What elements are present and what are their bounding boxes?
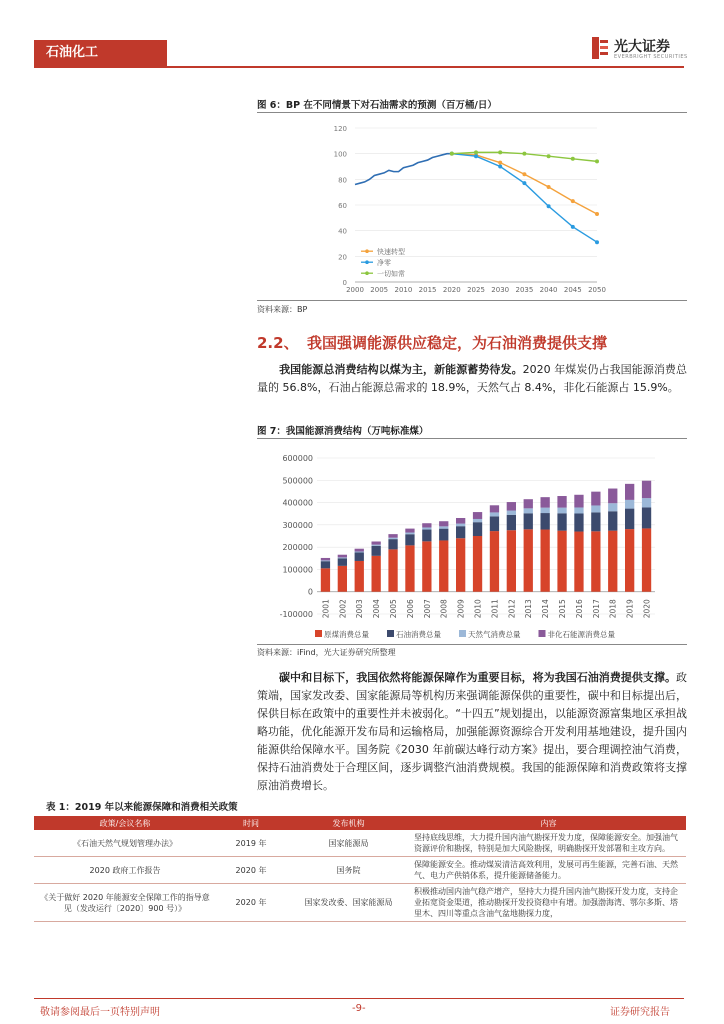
bar-segment (473, 519, 482, 522)
data-point (522, 152, 526, 156)
data-point (522, 172, 526, 176)
bar-segment (625, 529, 634, 592)
data-point (595, 240, 599, 244)
bar-segment (372, 546, 381, 556)
x-tick-label: 2010 (473, 599, 483, 619)
history-line (355, 154, 452, 185)
bar-segment (338, 566, 347, 592)
figure7-bar-chart (257, 442, 687, 642)
y-tick-label: 0 (342, 279, 347, 287)
data-point (522, 181, 526, 185)
y-tick-label: 120 (333, 125, 347, 133)
bar-segment (625, 484, 634, 500)
bar-segment (490, 516, 499, 531)
bar-segment (625, 509, 634, 530)
bar-segment (422, 541, 431, 591)
y-tick-label: 40 (338, 227, 347, 236)
y-tick-label: 600000 (282, 454, 313, 463)
bar-segment (574, 513, 583, 531)
bar-segment (541, 508, 550, 513)
bar-segment (507, 502, 516, 510)
bar-segment (439, 529, 448, 541)
footer-rule (34, 998, 684, 999)
bar-segment (338, 557, 347, 558)
y-tick-label: 200000 (282, 543, 313, 553)
bar-segment (422, 527, 431, 529)
bar-segment (490, 505, 499, 512)
bar-segment (541, 530, 550, 592)
bar-segment (541, 497, 550, 507)
table-row (34, 884, 686, 922)
data-point (571, 199, 575, 203)
figure7-title: 图 7：我国能源消费结构（万吨标准煤） (257, 426, 429, 437)
table-header-cell: 内容 (411, 816, 686, 830)
bar-segment (321, 558, 330, 560)
x-tick-label: 2035 (515, 286, 534, 294)
y-tick-label: 300000 (282, 520, 313, 530)
policy-org: 国家能源局 (286, 830, 411, 857)
bar-segment (642, 481, 651, 498)
bar-segment (507, 530, 516, 592)
bar-segment (355, 549, 364, 552)
legend-label: 快速转型 (377, 248, 405, 257)
x-tick-label: 2045 (563, 286, 582, 294)
table-row (34, 830, 686, 857)
bar-segment (405, 545, 414, 591)
x-tick-label: 2000 (346, 286, 364, 294)
x-tick-label: 2015 (558, 599, 568, 619)
brand-logo (590, 34, 690, 64)
x-tick-label: 2013 (524, 599, 534, 619)
legend-marker (365, 260, 369, 264)
x-tick-label: 2050 (588, 286, 606, 294)
bar-segment (321, 568, 330, 591)
y-tick-label: -100000 (279, 610, 313, 619)
bar-segment (372, 542, 381, 545)
bar-segment (557, 513, 566, 530)
y-tick-label: 20 (338, 253, 347, 262)
bar-segment (422, 530, 431, 542)
paragraph-lead: 我国能源总消费结构以煤为主，新能源蓄势待发。 (279, 363, 523, 376)
page-number: -9- (352, 1003, 366, 1014)
x-tick-label: 2020 (442, 286, 461, 294)
y-tick-label: 100000 (282, 565, 313, 575)
data-point (498, 165, 502, 169)
bar-segment (625, 500, 634, 509)
bar-segment (439, 540, 448, 591)
y-tick-label: 80 (338, 176, 347, 185)
table-header-cell: 时间 (216, 816, 286, 830)
bar-segment (321, 561, 330, 568)
data-point (450, 152, 454, 156)
policy-content: 积极推动国内油气稳产增产，坚持大力提升国内油气勘探开发力度，支持企业拓宽资金渠道，推动勘探开发投资稳中有增。加强渤海湾、鄂尔多斯、塔里木、四川等重点含油气盆地勘探力度， (411, 884, 686, 922)
bar-segment (608, 511, 617, 530)
bar-segment (524, 513, 533, 529)
x-tick-label: 2014 (541, 599, 551, 619)
x-tick-label: 2005 (389, 599, 399, 619)
table-header-row (34, 816, 686, 830)
bar-segment (608, 489, 617, 504)
table-header-cell: 发布机构 (286, 816, 411, 830)
figure6-line-chart (257, 114, 687, 298)
figure7-source: 资料来源：iFind，光大证券研究所整理 (257, 648, 396, 657)
bar-segment (591, 531, 600, 591)
y-tick-label: 400000 (282, 498, 313, 508)
figure7-top-rule (257, 438, 687, 439)
brand-name-en: EVERBRIGHT SECURITIES (614, 54, 688, 60)
bar-segment (490, 531, 499, 592)
legend-swatch (459, 630, 466, 637)
x-tick-label: 2030 (491, 286, 510, 294)
bar-segment (439, 521, 448, 526)
series-line (452, 154, 597, 243)
data-point (571, 225, 575, 229)
bar-segment (473, 512, 482, 519)
bar-segment (388, 538, 397, 539)
data-point (547, 154, 551, 158)
table-title: 表 1：2019 年以来能源保障和消费相关政策 (46, 802, 238, 813)
bar-segment (473, 536, 482, 592)
figure6-source: 资料来源：BP (257, 305, 308, 314)
policy-name: 《关于做好 2020 年能源安全保障工作的指导意见（发改运行〔2020〕900 号）》 (34, 884, 216, 922)
bar-segment (574, 507, 583, 513)
bar-segment (524, 529, 533, 591)
data-point (571, 157, 575, 161)
table-row (34, 857, 686, 884)
bar-segment (490, 512, 499, 516)
bar-segment (439, 526, 448, 528)
bar-segment (591, 505, 600, 512)
bar-segment (557, 531, 566, 592)
bar-segment (456, 538, 465, 591)
bar-segment (642, 507, 651, 528)
bar-segment (355, 552, 364, 560)
policy-content: 保障能源安全。推动煤炭清洁高效利用，发展可再生能源，完善石油、天然气、电力产供销体系，提升能源储备能力。 (411, 857, 686, 884)
data-point (547, 204, 551, 208)
policy-org: 国家发改委、国家能源局 (286, 884, 411, 922)
data-point (595, 159, 599, 163)
policy-content: 坚持底线思维，大力提升国内油气勘探开发力度，保障能源安全。加强油气资源评价和勘探，特别是加大风险勘探，明确勘探开发部署和主攻方向。 (411, 830, 686, 857)
x-tick-label: 2009 (456, 599, 466, 619)
bar-segment (473, 522, 482, 536)
bar-segment (524, 499, 533, 508)
x-tick-label: 2016 (574, 599, 584, 619)
data-point (474, 154, 478, 158)
bar-segment (642, 528, 651, 591)
legend-label: 一切如常 (377, 270, 405, 279)
brand-name: 光大证券 (614, 39, 670, 55)
x-tick-label: 2001 (321, 599, 331, 619)
x-tick-label: 2025 (467, 286, 485, 294)
legend-marker (365, 271, 369, 275)
bar-segment (388, 539, 397, 549)
x-tick-label: 2008 (439, 599, 449, 619)
bar-segment (456, 526, 465, 538)
x-tick-label: 2005 (370, 286, 389, 294)
paragraph-body: 2020 年煤炭仍占我国能源消费总量的 56.8%，石油占能源总需求的 18.9%，天然气占 8.4%，非化石能源占 15.9%。 (257, 363, 688, 394)
legend-label: 净零 (377, 259, 391, 268)
x-tick-label: 2011 (490, 599, 500, 619)
header-rule (34, 66, 684, 68)
legend-marker (365, 249, 369, 253)
legend-swatch (539, 630, 546, 637)
bar-segment (591, 492, 600, 506)
data-point (595, 212, 599, 216)
policy-time: 2020 年 (216, 857, 286, 884)
y-tick-label: 100 (333, 150, 347, 159)
policy-name: 2020 政府工作报告 (34, 857, 216, 884)
x-tick-label: 2020 (642, 599, 652, 619)
x-tick-label: 2007 (422, 599, 432, 619)
policy-org: 国务院 (286, 857, 411, 884)
bar-segment (456, 518, 465, 524)
bar-segment (608, 531, 617, 592)
y-tick-label: 0 (307, 587, 313, 597)
data-point (474, 150, 478, 154)
figure6-top-rule (257, 112, 687, 113)
bar-segment (405, 529, 414, 533)
x-tick-label: 2006 (405, 599, 415, 619)
bar-segment (355, 551, 364, 552)
section-tag: 石油化工 (34, 40, 167, 66)
policy-time: 2020 年 (216, 884, 286, 922)
bar-segment (405, 534, 414, 545)
bar-segment (557, 496, 566, 508)
bar-segment (574, 532, 583, 592)
x-tick-label: 2015 (418, 286, 437, 294)
x-tick-label: 2002 (338, 599, 348, 619)
bar-segment (557, 508, 566, 514)
x-tick-label: 2018 (608, 599, 618, 619)
bar-segment (608, 503, 617, 511)
x-tick-label: 2040 (539, 286, 558, 294)
footer-disclaimer: 敬请参阅最后一页特别声明 (40, 1007, 160, 1018)
bar-segment (372, 545, 381, 546)
x-tick-label: 2004 (372, 599, 382, 619)
bar-segment (388, 534, 397, 538)
section-heading (257, 332, 607, 353)
figure6-title: 图 6：BP 在不同情景下对石油需求的预测（百万桶/日） (257, 100, 497, 111)
legend-swatch (315, 630, 322, 637)
x-tick-label: 2012 (507, 599, 517, 619)
bar-segment (591, 512, 600, 531)
bar-segment (355, 561, 364, 592)
data-point (547, 185, 551, 189)
section-title: 我国强调能源供应稳定，为石油消费提供支撑 (307, 334, 608, 352)
legend-label: 非化石能源消费总量 (547, 630, 615, 639)
data-point (498, 150, 502, 154)
bar-segment (372, 556, 381, 592)
x-tick-label: 2017 (591, 599, 601, 619)
bar-segment (574, 495, 583, 508)
paragraph-energy-security (257, 669, 687, 795)
bar-segment (524, 508, 533, 513)
paragraph-energy-structure (257, 361, 687, 397)
policy-table (34, 816, 686, 922)
bar-segment (338, 558, 347, 566)
x-tick-label: 2003 (355, 599, 365, 619)
policy-name: 《石油天然气规划管理办法》 (34, 830, 216, 857)
policy-time: 2019 年 (216, 830, 286, 857)
legend-label: 天然气消费总量 (468, 630, 521, 639)
bar-segment (422, 523, 431, 527)
brand-logo-icon (590, 36, 610, 60)
figure7-bottom-rule (257, 644, 687, 645)
paragraph-body: 政策端，国家发改委、国家能源局等机构历来强调能源保供的重要性，碳中和目标提出后，保供目标在政策中的重要性并未被弱化。“十四五”规划提出，以能源资源富集地区承担战略功能，优化能源开发布局和运输格局，加强能源资源综合开发利用基地建设，提升国内能源供给保障水平。国务院《2030 年前碳达峰行动方案》提出，要合理调控油气消费，保持石油消费处于合理区间，逐步调整汽油消费规模。我国的能源保障和消费政策将支撑原油消费增长。 (257, 671, 687, 792)
bar-segment (541, 513, 550, 529)
bar-segment (338, 555, 347, 558)
bar-segment (507, 511, 516, 515)
bar-segment (405, 533, 414, 535)
legend-label: 原煤消费总量 (324, 630, 369, 639)
bar-segment (456, 524, 465, 527)
x-tick-label: 2019 (625, 599, 635, 619)
bar-segment (388, 549, 397, 591)
bar-segment (507, 515, 516, 530)
y-tick-label: 60 (338, 202, 347, 210)
bar-segment (642, 498, 651, 507)
table-header-cell: 政策/会议名称 (34, 816, 216, 830)
data-point (498, 161, 502, 165)
paragraph-lead: 碳中和目标下，我国依然将能源保障作为重要目标，将为我国石油消费提供支撑。 (279, 671, 676, 684)
y-tick-label: 500000 (282, 476, 313, 486)
figure6-bottom-rule (257, 300, 687, 301)
section-number: 2.2、 (257, 334, 299, 352)
legend-swatch (387, 630, 394, 637)
footer-report-type: 证券研究报告 (610, 1007, 670, 1018)
legend-label: 石油消费总量 (396, 630, 441, 639)
bar-segment (321, 560, 330, 561)
x-tick-label: 2010 (394, 286, 413, 294)
